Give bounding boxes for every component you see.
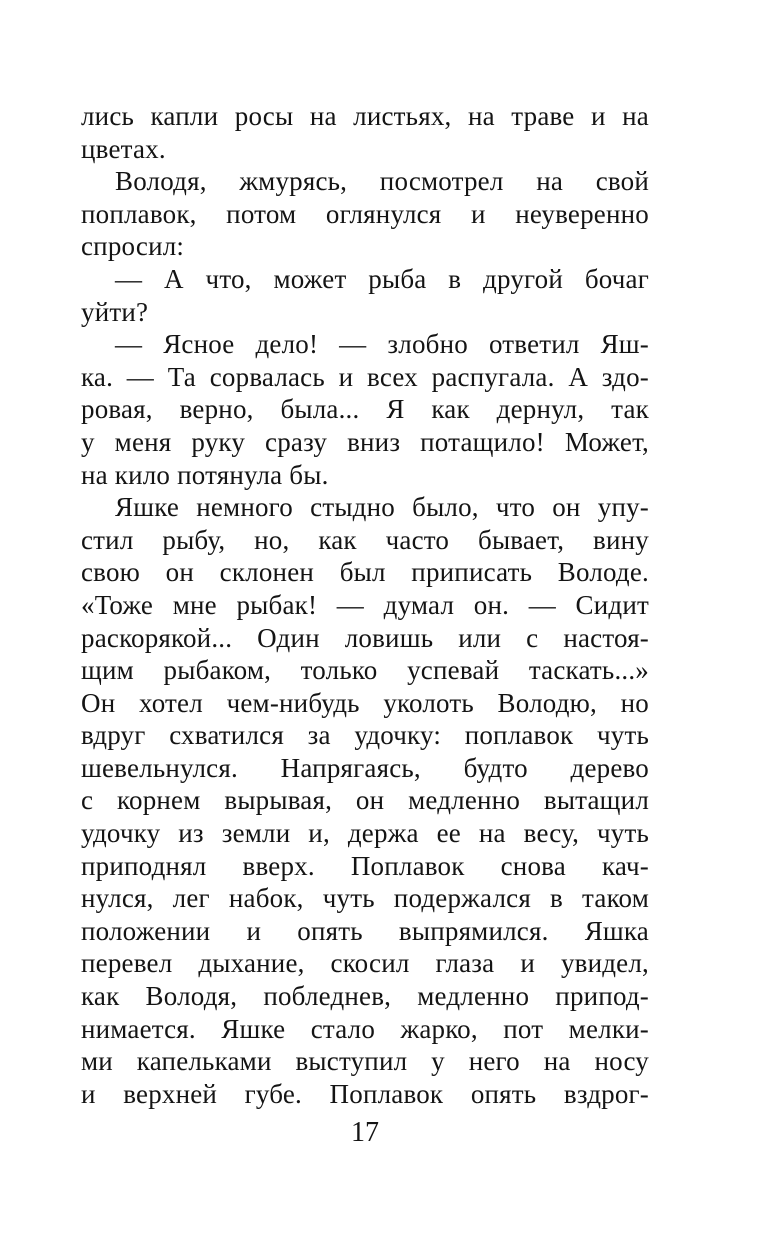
text-line: у меня руку сразу вниз потащило! Может, (81, 426, 649, 457)
text-line: как Володя, побледнев, медленно припод- (81, 981, 649, 1012)
text-line: цветах. (81, 133, 166, 164)
text-line: поплавок, потом оглянулся и неуверенно (81, 198, 649, 229)
text-line: с корнем вырывая, он медленно вытащил (81, 785, 649, 816)
text-line: на кило потянула бы. (81, 459, 329, 490)
text-block (81, 100, 649, 1110)
text-line: раскорякой... Один ловишь или с настоя- (81, 622, 649, 653)
text-line: ровая, верно, была... Я как дернул, так (81, 394, 649, 425)
text-line: и верхней губе. Поплавок опять вздрог- (81, 1078, 649, 1109)
page-number: 17 (351, 1117, 379, 1148)
text-line: шевельнулся. Напрягаясь, будто дерево (81, 752, 649, 783)
text-line: ми капельками выступил у него на носу (81, 1046, 649, 1077)
text-line: приподнял вверх. Поплавок снова кач- (81, 850, 649, 881)
text-line: Володя, жмурясь, посмотрел на свой (115, 166, 649, 197)
text-line: — А что, может рыба в другой бочаг (115, 263, 649, 294)
text-line: стил рыбу, но, как часто бывает, вину (81, 524, 649, 555)
text-line: Яшке немного стыдно было, что он упу- (115, 492, 649, 523)
text-line: нимается. Яшке стало жарко, пот мелки- (81, 1013, 649, 1044)
text-line: щим рыбаком, только успевай таскать...» (81, 655, 649, 686)
text-line: лись капли росы на листьях, на траве и на (81, 101, 649, 131)
text-line: вдруг схватился за удочку: поплавок чуть (81, 720, 649, 751)
text-line: удочку из земли и, держа ее на весу, чуть (81, 818, 649, 849)
text-line: Он хотел чем-нибудь уколоть Володю, но (81, 687, 649, 718)
text-line: ка. — Та сорвалась и всех распугала. А здо- (81, 361, 649, 392)
text-line: перевел дыхание, скосил глаза и увидел, (81, 948, 649, 979)
text-line: уйти? (81, 296, 149, 327)
text-line: нулся, лег набок, чуть подержался в таком (81, 883, 649, 914)
text-line: «Тоже мне рыбак! — думал он. — Сидит (81, 589, 649, 620)
text-line: спросил: (81, 231, 185, 262)
text-line: свою он склонен был приписать Володе. (81, 557, 649, 588)
text-line: — Ясное дело! — злобно ответил Яш- (115, 329, 649, 360)
text-line: положении и опять выпрямился. Яшка (81, 915, 649, 946)
